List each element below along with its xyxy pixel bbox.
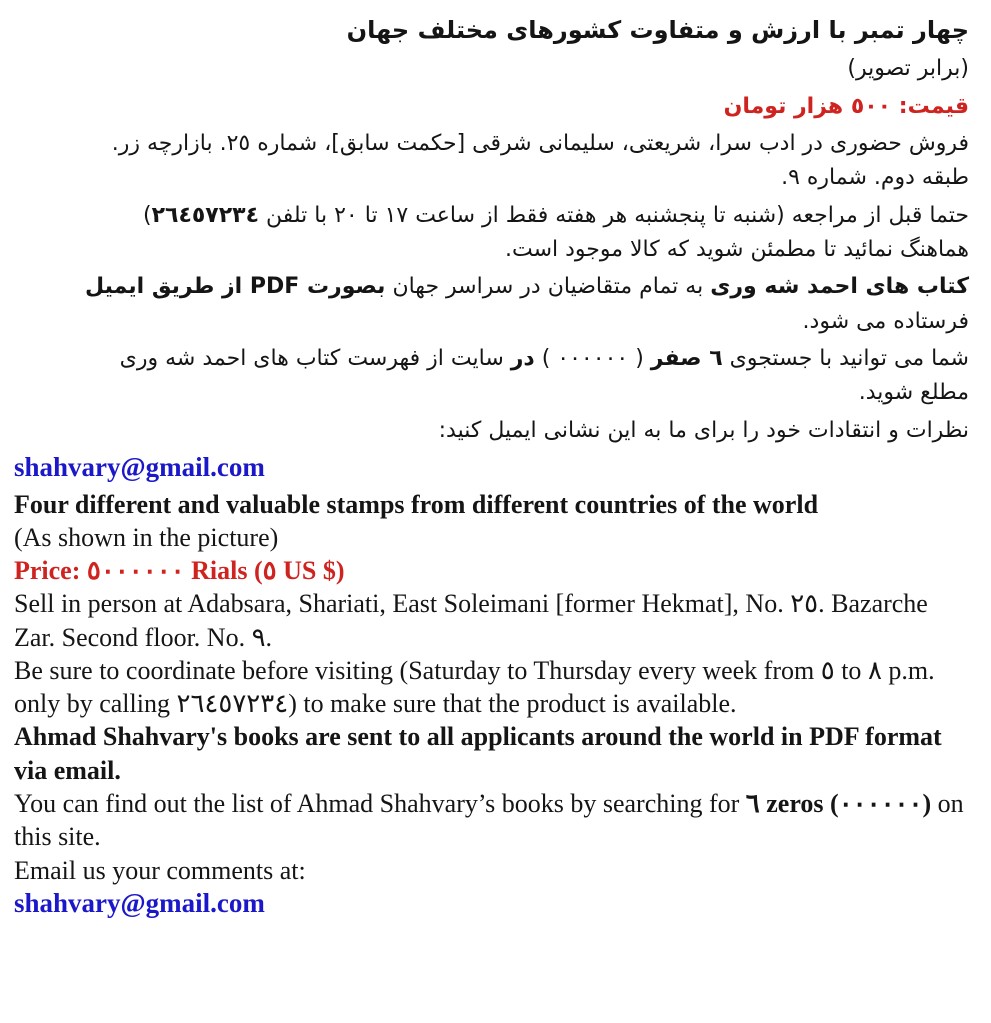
en-search-zeros: ٦ zeros (٠٠٠٠٠٠) [745, 789, 932, 819]
en-search-note [14, 787, 969, 854]
fa-books-author: کتاب های احمد شه وری [710, 274, 969, 300]
fa-search-post: سایت از فهرست کتاب های احمد شه وری [119, 345, 511, 371]
fa-visit-note [14, 199, 969, 268]
fa-address-line1: فروش حضوری در ادب سرا، شریعتی، سلیمانی شرقی [حکمت سابق]، شماره ٢٥. بازارچه زر. [111, 131, 969, 157]
fa-books-note [14, 270, 969, 339]
persian-section [14, 12, 969, 485]
phone-number: ٢٦٤٥٧٢٣٤ [151, 202, 260, 228]
fa-search-pre: شما می توانید با جستجوی [722, 345, 969, 371]
en-search-pre: You can find out the list of Ahmad Shahvary’s books by searching for [14, 789, 746, 819]
en-email-link[interactable]: shahvary@gmail.com [14, 887, 265, 918]
fa-books-pdf: بصورت PDF از طریق ایمیل [85, 274, 386, 300]
en-title: Four different and valuable stamps from different countries of the world [14, 489, 819, 519]
en-price: Price: ٥٠٠٠٠٠٠ Rials (٥ US $) [14, 556, 345, 586]
fa-comments-note: نظرات و انتقادات خود را برای ما به این نشانی ایمیل کنید: [438, 417, 969, 443]
fa-visit-close: ) [143, 202, 152, 228]
fa-search-in: در [510, 345, 535, 371]
en-visit-note: Be sure to coordinate before visiting (Saturday to Thursday every week from ٥ to ٨ p.m. only by calling ٢٦٤٥٧٢٣٤) to make sure that the product is available. [14, 655, 935, 719]
fa-books-mid: به تمام متقاضیان در سراسر جهان [385, 274, 711, 300]
fa-search-line2: مطلع شوید. [858, 380, 969, 406]
fa-picture-note: (برابر تصویر) [847, 56, 969, 82]
fa-price: قیمت: ٥٠٠ هزار تومان [723, 93, 969, 119]
en-picture-note: (As shown in the picture) [14, 522, 279, 552]
fa-title: چهار تمبر با ارزش و متفاوت کشورهای مختلف جهان [346, 16, 969, 44]
english-section [14, 488, 969, 921]
en-books-note: Ahmad Shahvary's books are sent to all applicants around the world in PDF format via email. [14, 722, 942, 785]
en-address: Sell in person at Adabsara, Shariati, East Soleimani [former Hekmat], No. ٢٥. Bazarche Zar. Second floor. No. ٩. [14, 589, 928, 652]
fa-email-link[interactable]: shahvary@gmail.com [14, 451, 265, 482]
fa-search-zeros: ( ٠٠٠٠٠٠ ) [534, 345, 651, 371]
fa-search-zeros-label: ٦ صفر [650, 345, 723, 371]
fa-address [14, 127, 969, 196]
en-search-post: on this site. [14, 789, 964, 852]
en-comments-note: Email us your comments at: [14, 855, 306, 885]
fa-books-line2: فرستاده می شود. [802, 308, 969, 334]
fa-visit-line2: هماهنگ نمائید تا مطمئن شوید که کالا موجود است. [504, 237, 969, 262]
fa-search-note [14, 342, 969, 411]
fa-visit-pre: حتما قبل از مراجعه (شنبه تا پنجشنبه هر هفته فقط از ساعت ١٧ تا ٢٠ با تلفن [259, 202, 969, 228]
fa-address-line2: طبقه دوم. شماره ٩. [781, 165, 969, 191]
